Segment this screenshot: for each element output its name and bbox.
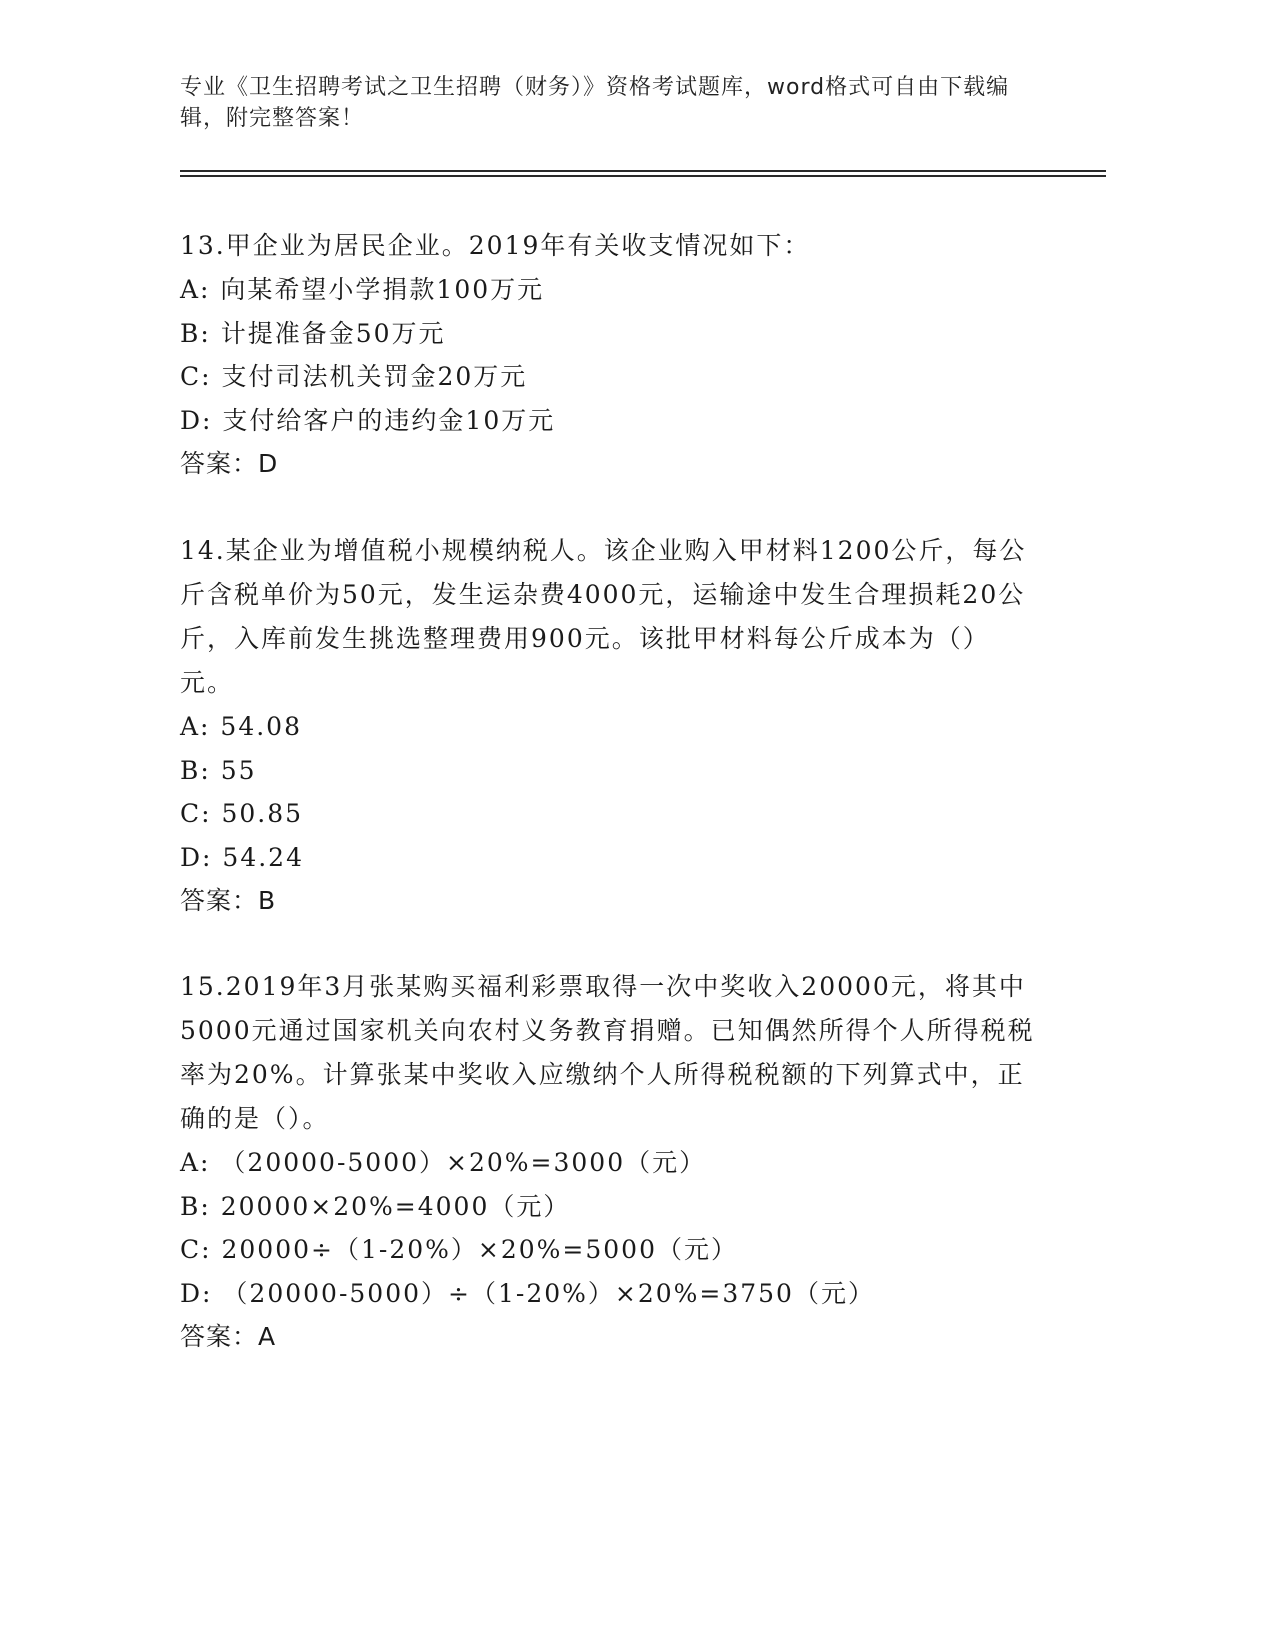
answer: 答案：D [180,449,279,479]
option-b: B: 计提准备金50万元 [180,318,446,348]
option-d: D: 54.24 [180,842,304,872]
option-a: A: 54.08 [180,712,302,741]
option-d: D: （20000-5000）÷（1-20%）×20%=3750（元） [180,1278,875,1308]
document-header: 专业《卫生招聘考试之卫生招聘（财务）》资格考试题库，word格式可自由下载编辑，附完整答案！ [180,75,1010,131]
option-d: D: 支付给客户的违约金10万元 [180,405,556,435]
question-14 [180,529,1040,923]
option-a: A: 向某希望小学捐款100万元 [180,275,545,304]
answer: 答案：A [180,1322,277,1352]
option-b: B: 20000×20%=4000（元） [180,1191,571,1221]
option-b: B: 55 [180,755,257,785]
question-13 [180,224,1040,486]
option-c: C: 支付司法机关罚金20万元 [180,362,528,392]
header-divider-top [180,170,1106,172]
option-a: A: （20000-5000）×20%=3000（元） [180,1148,707,1177]
option-c: C: 50.85 [180,799,304,829]
question-15 [180,965,1040,1359]
question-stem: 14.某企业为增值税小规模纳税人。该企业购入甲材料1200公斤，每公斤含税单价为50元，发生运杂费4000元，运输途中发生合理损耗20公斤，入库前发生挑选整理费用900元。该批甲材料每公斤成本为（）元。 [180,536,1027,697]
header-divider-bottom [180,175,1106,177]
question-stem: 13.甲企业为居民企业。2019年有关收支情况如下： [180,231,811,260]
answer: 答案：B [180,886,277,916]
question-stem: 15.2019年3月张某购买福利彩票取得一次中奖收入20000元，将其中5000元通过国家机关向农村义务教育捐赠。已知偶然所得个人所得税税率为20%。计算张某中奖收入应缴纳个人所得税税额的下列算式中，正确的是（）。 [180,972,1035,1133]
option-c: C: 20000÷（1-20%）×20%=5000（元） [180,1235,738,1265]
